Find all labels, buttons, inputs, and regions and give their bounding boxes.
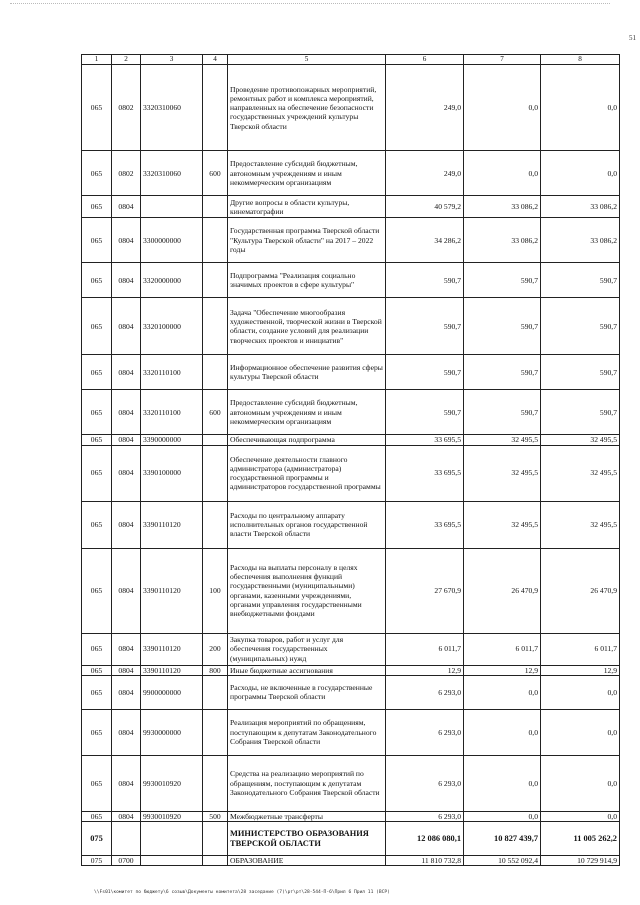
expense-type-cell bbox=[203, 709, 228, 755]
description-cell: Предоставление субсидий бюджетным, автономным учреждениям и иным некоммерческим организациям bbox=[228, 390, 386, 435]
amount-2021-cell: 0,0 bbox=[464, 675, 541, 709]
expense-type-cell bbox=[203, 435, 228, 445]
amount-2022-cell: 12,9 bbox=[541, 665, 620, 675]
admin-code-cell: 065 bbox=[82, 435, 112, 445]
admin-code-cell: 065 bbox=[82, 811, 112, 821]
file-path-footer: \\Fs01\комитет по бюджету\6 созыв\Документы комитета\28 заседание (7)\рт\рт\28-544-П-6\Прил 6 Прил 11 (ВСР) bbox=[94, 890, 390, 895]
amount-2021-cell: 6 011,7 bbox=[464, 633, 541, 665]
description-cell: Подпрограмма "Реализация социально значимых проектов в сфере культуры" bbox=[228, 263, 386, 298]
amount-2021-cell: 0,0 bbox=[464, 811, 541, 821]
expense-type-cell bbox=[203, 675, 228, 709]
target-article-cell: 3390110120 bbox=[141, 665, 203, 675]
section-code-cell: 0804 bbox=[112, 355, 141, 390]
section-code-cell: 0804 bbox=[112, 665, 141, 675]
amount-2020-cell: 6 011,7 bbox=[386, 633, 464, 665]
section-code-cell: 0804 bbox=[112, 435, 141, 445]
section-code-cell: 0804 bbox=[112, 218, 141, 263]
description-cell: Реализация мероприятий по обращениям, поступающим к депутатам Законодательного Собрания Тверской области bbox=[228, 709, 386, 755]
amount-2022-cell: 26 470,9 bbox=[541, 548, 620, 633]
expense-type-cell bbox=[203, 298, 228, 355]
admin-code-cell: 065 bbox=[82, 196, 112, 218]
expense-type-cell: 500 bbox=[203, 811, 228, 821]
section-code-cell: 0804 bbox=[112, 196, 141, 218]
amount-2022-cell: 32 495,5 bbox=[541, 435, 620, 445]
amount-2020-cell: 33 695,5 bbox=[386, 445, 464, 501]
amount-2020-cell: 590,7 bbox=[386, 263, 464, 298]
budget-table bbox=[81, 54, 620, 866]
description-cell: ОБРАЗОВАНИЕ bbox=[228, 856, 386, 866]
header-cell: 8 bbox=[541, 55, 620, 65]
expense-type-cell bbox=[203, 856, 228, 866]
table-row bbox=[82, 65, 620, 151]
description-cell: Расходы по центральному аппарату исполнительных органов государственной власти Тверской области bbox=[228, 501, 386, 548]
target-article-cell: 9900000000 bbox=[141, 675, 203, 709]
table-row bbox=[82, 355, 620, 390]
admin-code-cell: 065 bbox=[82, 675, 112, 709]
table-row bbox=[82, 709, 620, 755]
admin-code-cell: 065 bbox=[82, 709, 112, 755]
description-cell: Закупка товаров, работ и услуг для обеспечения государственных (муниципальных) нужд bbox=[228, 633, 386, 665]
section-code-cell: 0802 bbox=[112, 65, 141, 151]
admin-code-cell: 065 bbox=[82, 633, 112, 665]
amount-2020-cell: 27 670,9 bbox=[386, 548, 464, 633]
expense-type-cell: 600 bbox=[203, 390, 228, 435]
amount-2021-cell: 26 470,9 bbox=[464, 548, 541, 633]
admin-code-cell: 065 bbox=[82, 548, 112, 633]
amount-2022-cell: 10 729 914,9 bbox=[541, 856, 620, 866]
amount-2020-cell: 11 810 732,8 bbox=[386, 856, 464, 866]
header-cell: 7 bbox=[464, 55, 541, 65]
admin-code-cell: 065 bbox=[82, 263, 112, 298]
admin-code-cell: 065 bbox=[82, 665, 112, 675]
admin-code-cell: 075 bbox=[82, 856, 112, 866]
amount-2022-cell: 33 086,2 bbox=[541, 218, 620, 263]
amount-2021-cell: 10 552 092,4 bbox=[464, 856, 541, 866]
amount-2021-cell: 0,0 bbox=[464, 151, 541, 196]
table-row bbox=[82, 665, 620, 675]
expense-type-cell bbox=[203, 501, 228, 548]
table-row bbox=[82, 390, 620, 435]
amount-2021-cell: 10 827 439,7 bbox=[464, 822, 541, 856]
amount-2021-cell: 12,9 bbox=[464, 665, 541, 675]
admin-code-cell: 065 bbox=[82, 501, 112, 548]
admin-code-cell: 065 bbox=[82, 445, 112, 501]
expense-type-cell bbox=[203, 822, 228, 856]
target-article-cell bbox=[141, 822, 203, 856]
target-article-cell: 3390110120 bbox=[141, 633, 203, 665]
section-code-cell: 0802 bbox=[112, 151, 141, 196]
table-row bbox=[82, 218, 620, 263]
amount-2022-cell: 590,7 bbox=[541, 390, 620, 435]
amount-2020-cell: 6 293,0 bbox=[386, 675, 464, 709]
amount-2022-cell: 32 495,5 bbox=[541, 445, 620, 501]
admin-code-cell: 065 bbox=[82, 298, 112, 355]
description-cell: Обеспечение деятельности главного администратора (администратора) государственной программы и администраторов государственной программы bbox=[228, 445, 386, 501]
table-row bbox=[82, 435, 620, 445]
amount-2021-cell: 32 495,5 bbox=[464, 501, 541, 548]
table-header-row bbox=[82, 55, 620, 65]
expense-type-cell bbox=[203, 196, 228, 218]
amount-2020-cell: 33 695,5 bbox=[386, 501, 464, 548]
section-code-cell: 0804 bbox=[112, 263, 141, 298]
target-article-cell: 3390110120 bbox=[141, 548, 203, 633]
section-code-cell: 0804 bbox=[112, 548, 141, 633]
header-cell: 3 bbox=[141, 55, 203, 65]
table-row bbox=[82, 501, 620, 548]
header-cell: 6 bbox=[386, 55, 464, 65]
amount-2021-cell: 0,0 bbox=[464, 65, 541, 151]
target-article-cell: 3320310060 bbox=[141, 151, 203, 196]
section-code-cell: 0804 bbox=[112, 390, 141, 435]
amount-2021-cell: 0,0 bbox=[464, 709, 541, 755]
amount-2020-cell: 590,7 bbox=[386, 390, 464, 435]
description-cell: Иные бюджетные ассигнования bbox=[228, 665, 386, 675]
header-cell: 4 bbox=[203, 55, 228, 65]
table-row bbox=[82, 675, 620, 709]
admin-code-cell: 065 bbox=[82, 390, 112, 435]
amount-2021-cell: 590,7 bbox=[464, 390, 541, 435]
target-article-cell: 3320100000 bbox=[141, 298, 203, 355]
amount-2020-cell: 12 086 080,1 bbox=[386, 822, 464, 856]
amount-2020-cell: 590,7 bbox=[386, 355, 464, 390]
description-cell: Проведение противопожарных мероприятий, ремонтных работ и комплекса мероприятий, направленных на обеспечение безопасности государственных учреждений культуры Тверской области bbox=[228, 65, 386, 151]
target-article-cell: 9930010920 bbox=[141, 811, 203, 821]
table-row bbox=[82, 755, 620, 811]
page-number: 51 bbox=[629, 34, 636, 42]
description-cell: Информационное обеспечение развития сферы культуры Тверской области bbox=[228, 355, 386, 390]
expense-type-cell bbox=[203, 65, 228, 151]
amount-2022-cell: 11 005 262,2 bbox=[541, 822, 620, 856]
target-article-cell: 9930000000 bbox=[141, 709, 203, 755]
table-row bbox=[82, 822, 620, 856]
section-code-cell: 0804 bbox=[112, 445, 141, 501]
expense-type-cell: 800 bbox=[203, 665, 228, 675]
table-row bbox=[82, 196, 620, 218]
amount-2020-cell: 12,9 bbox=[386, 665, 464, 675]
expense-type-cell: 100 bbox=[203, 548, 228, 633]
description-cell: Обеспечивающая подпрограмма bbox=[228, 435, 386, 445]
amount-2022-cell: 0,0 bbox=[541, 755, 620, 811]
target-article-cell bbox=[141, 856, 203, 866]
section-code-cell: 0804 bbox=[112, 811, 141, 821]
expense-type-cell: 600 bbox=[203, 151, 228, 196]
amount-2022-cell: 590,7 bbox=[541, 298, 620, 355]
amount-2020-cell: 249,0 bbox=[386, 151, 464, 196]
expense-type-cell bbox=[203, 445, 228, 501]
amount-2022-cell: 590,7 bbox=[541, 263, 620, 298]
amount-2021-cell: 590,7 bbox=[464, 298, 541, 355]
amount-2022-cell: 0,0 bbox=[541, 151, 620, 196]
section-code-cell: 0804 bbox=[112, 633, 141, 665]
amount-2020-cell: 40 579,2 bbox=[386, 196, 464, 218]
expense-type-cell bbox=[203, 218, 228, 263]
amount-2021-cell: 590,7 bbox=[464, 355, 541, 390]
expense-type-cell bbox=[203, 355, 228, 390]
target-article-cell: 3320110100 bbox=[141, 390, 203, 435]
amount-2022-cell: 0,0 bbox=[541, 709, 620, 755]
table-row bbox=[82, 263, 620, 298]
header-cell: 2 bbox=[112, 55, 141, 65]
description-cell: Предоставление субсидий бюджетным, автономным учреждениям и иным некоммерческим организациям bbox=[228, 151, 386, 196]
amount-2022-cell: 32 495,5 bbox=[541, 501, 620, 548]
table-row bbox=[82, 633, 620, 665]
section-code-cell: 0700 bbox=[112, 856, 141, 866]
expense-type-cell: 200 bbox=[203, 633, 228, 665]
amount-2021-cell: 32 495,5 bbox=[464, 445, 541, 501]
amount-2021-cell: 33 086,2 bbox=[464, 218, 541, 263]
amount-2020-cell: 590,7 bbox=[386, 298, 464, 355]
target-article-cell: 3320310060 bbox=[141, 65, 203, 151]
header-cell: 5 bbox=[228, 55, 386, 65]
expense-type-cell bbox=[203, 263, 228, 298]
amount-2021-cell: 590,7 bbox=[464, 263, 541, 298]
header-cell: 1 bbox=[82, 55, 112, 65]
amount-2022-cell: 590,7 bbox=[541, 355, 620, 390]
amount-2021-cell: 0,0 bbox=[464, 755, 541, 811]
description-cell: Расходы на выплаты персоналу в целях обеспечения выполнения функций государственными (муниципальными) органами, казенными учреждениями, органами управления государственными внебюджетными фондами bbox=[228, 548, 386, 633]
admin-code-cell: 065 bbox=[82, 65, 112, 151]
section-code-cell: 0804 bbox=[112, 298, 141, 355]
target-article-cell: 3320000000 bbox=[141, 263, 203, 298]
section-code-cell: 0804 bbox=[112, 709, 141, 755]
amount-2020-cell: 6 293,0 bbox=[386, 811, 464, 821]
target-article-cell: 3300000000 bbox=[141, 218, 203, 263]
admin-code-cell: 065 bbox=[82, 755, 112, 811]
description-cell: Государственная программа Тверской области "Культура Тверской области" на 2017 – 2022 годы bbox=[228, 218, 386, 263]
target-article-cell: 3390110120 bbox=[141, 501, 203, 548]
target-article-cell: 3390000000 bbox=[141, 435, 203, 445]
amount-2022-cell: 0,0 bbox=[541, 675, 620, 709]
table-row bbox=[82, 151, 620, 196]
amount-2020-cell: 6 293,0 bbox=[386, 709, 464, 755]
section-code-cell: 0804 bbox=[112, 755, 141, 811]
amount-2022-cell: 0,0 bbox=[541, 811, 620, 821]
amount-2020-cell: 249,0 bbox=[386, 65, 464, 151]
amount-2020-cell: 6 293,0 bbox=[386, 755, 464, 811]
amount-2022-cell: 6 011,7 bbox=[541, 633, 620, 665]
target-article-cell: 3320110100 bbox=[141, 355, 203, 390]
section-code-cell: 0804 bbox=[112, 501, 141, 548]
target-article-cell: 3390100000 bbox=[141, 445, 203, 501]
table-row bbox=[82, 445, 620, 501]
amount-2020-cell: 34 286,2 bbox=[386, 218, 464, 263]
amount-2022-cell: 33 086,2 bbox=[541, 196, 620, 218]
table-row bbox=[82, 856, 620, 866]
amount-2022-cell: 0,0 bbox=[541, 65, 620, 151]
table-row bbox=[82, 298, 620, 355]
table-row bbox=[82, 548, 620, 633]
admin-code-cell: 065 bbox=[82, 151, 112, 196]
description-cell: МИНИСТЕРСТВО ОБРАЗОВАНИЯ ТВЕРСКОЙ ОБЛАСТИ bbox=[228, 822, 386, 856]
table-row bbox=[82, 811, 620, 821]
section-code-cell: 0804 bbox=[112, 675, 141, 709]
admin-code-cell: 065 bbox=[82, 218, 112, 263]
target-article-cell bbox=[141, 196, 203, 218]
amount-2021-cell: 32 495,5 bbox=[464, 435, 541, 445]
description-cell: Межбюджетные трансферты bbox=[228, 811, 386, 821]
description-cell: Расходы, не включенные в государственные программы Тверской области bbox=[228, 675, 386, 709]
admin-code-cell: 075 bbox=[82, 822, 112, 856]
expense-type-cell bbox=[203, 755, 228, 811]
target-article-cell: 9930010920 bbox=[141, 755, 203, 811]
description-cell: Другие вопросы в области культуры, кинематографии bbox=[228, 196, 386, 218]
description-cell: Средства на реализацию мероприятий по обращениям, поступающим к депутатам Законодательного Собрания Тверской области bbox=[228, 755, 386, 811]
scan-top-edge bbox=[10, 3, 610, 6]
description-cell: Задача "Обеспечение многообразия художественной, творческой жизни в Тверской области, создание условий для реализации творческих проектов и инициатив" bbox=[228, 298, 386, 355]
section-code-cell bbox=[112, 822, 141, 856]
admin-code-cell: 065 bbox=[82, 355, 112, 390]
table-body bbox=[82, 55, 620, 866]
amount-2021-cell: 33 086,2 bbox=[464, 196, 541, 218]
amount-2020-cell: 33 695,5 bbox=[386, 435, 464, 445]
